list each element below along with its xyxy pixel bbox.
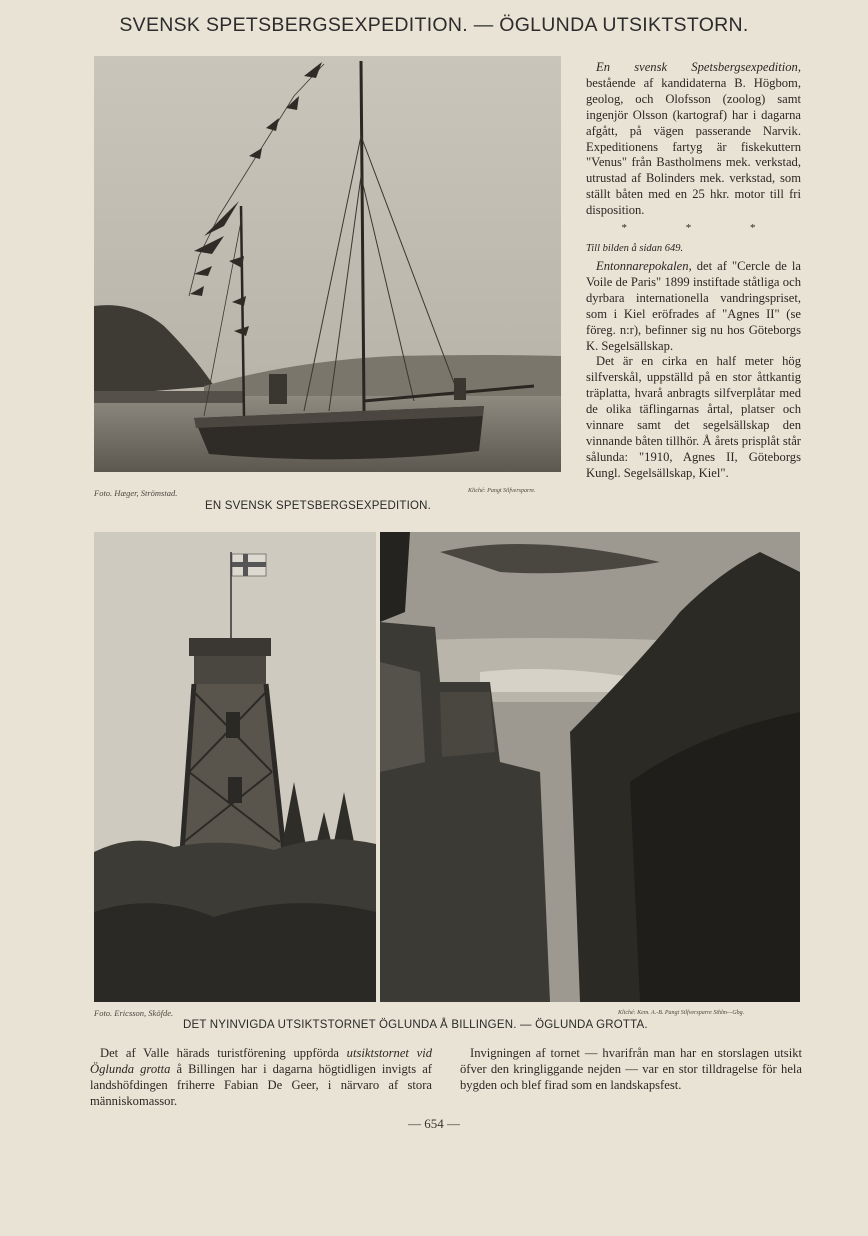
tower-photo-caption: DET NYINVIGDA UTSIKTSTORNET ÖGLUNDA Å BILLINGEN. — ÖGLUNDA GROTTA.	[183, 1019, 648, 1031]
article-expedition-body: bestående af kandidaterna B. Högbom, geolog, och Olofsson (zoolog) samt ingenjör Olsson (kartograf) har i dagarna afgått, på vägen passerande Narvik. Expeditionens fartyg är fiskekuttern "Venus" från Bastholmens mek. verkstad, utrustad af Bolinders mek. verkstad, som ställt båten med en 25 hkr. motor till fri disposition.	[586, 75, 801, 218]
tower-cliche-credit: Kliché: Kem. A.-B. Pangt Silfversparre Sthlm—Gbg.	[618, 1010, 745, 1016]
ship-cliche-credit: Kliché: Pangt Silfversparre.	[468, 488, 536, 494]
ship-photo	[94, 56, 561, 472]
article-reference: Till bilden å sidan 649.	[586, 243, 684, 255]
bottom-right-column	[460, 1046, 802, 1094]
section-divider: * * *	[621, 222, 784, 235]
article-expedition-lead: En svensk Spetsbergsexpedition,	[596, 60, 801, 74]
page-number: — 654 —	[408, 1116, 460, 1131]
ship-photo-caption: EN SVENSK SPETSBERGSEXPEDITION.	[205, 500, 432, 512]
tower-text-italic: utsiktstornet vid Öglunda grotta	[90, 1046, 433, 1076]
bottom-left-column	[90, 1046, 432, 1110]
tower-photo-credit: Foto. Ericsson, Sköfde.	[94, 1008, 174, 1018]
tower-photo	[94, 532, 376, 1002]
tower-text-intro: Det af Valle härads turistförening uppförda	[100, 1046, 347, 1060]
page-header: SVENSK SPETSBERGSEXPEDITION. — ÖGLUNDA UTSIKTSTORN.	[119, 14, 749, 36]
inauguration-text: Invigningen af tornet — hvarifrån man har en storslagen utsikt öfver den kringliggande nejden — var en stor tilldragelse för hela bygden och blef firad som en landskapsfest.	[460, 1046, 802, 1092]
tower-text-rest: å Billingen har i dagarna högtidligen invigts af landshöfdingen friherre Fabian De Geer, i närvaro af stora människomassor.	[90, 1061, 432, 1108]
ship-photo-credit: Foto. Hæger, Strömstad.	[94, 488, 178, 498]
sidebar-column	[586, 60, 801, 482]
article-trophy-body: det af "Cercle de la Voile de Paris" 1899 instiftade ståtliga och dyrbara internationella vandringspriset, som i Kiel eröfrades af "Agnes II" (se föreg. n:r), befinner sig nu hos Göteborgs K. Segelsällskap.	[586, 258, 801, 353]
article-trophy-paragraph: Det är en cirka en half meter hög silfverskål, uppställd på en stor åttkantig träplatta, hvarå anbragts silfverplåtar med de olika täflingarnas årtal, platser och vinnare samt det segelsällskap den vinnande båten tillhör. Å årets prisplåt står sålunda: "1910, Agnes II, Göteborgs Kungl. Segelsällskap, Kiel".	[586, 354, 801, 480]
grotto-photo	[380, 532, 800, 1002]
article-trophy-lead: Entonnarepokalen,	[596, 258, 692, 273]
